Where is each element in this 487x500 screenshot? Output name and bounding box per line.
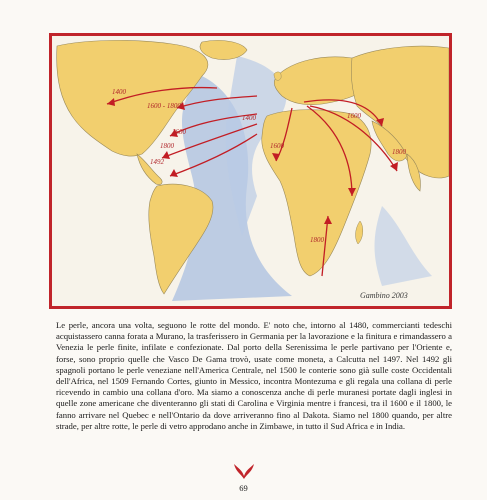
map-year-label: 1400 — [242, 114, 256, 122]
map-year-label: 1600 - 1800 — [147, 102, 181, 110]
map-year-label: 1800 — [160, 142, 174, 150]
map-year-label: 1600 — [172, 128, 186, 136]
decorative-ornament-icon — [233, 462, 255, 480]
body-paragraph: Le perle, ancora una volta, seguono le rotte del mondo. E' noto che, intorno al 1480, commercianti tedeschi acquistassero canna forata a Murano, la trasferissero in Germania per la lavorazione e la finitura e rimandassero a Venezia le perle finite, infilate e confezionate. Dal porto della Serenissima le perle partivano per l'Oriente e, forse, sono proprio quelle che Vasco De Gama trovò, usate come moneta, a Calcutta nel 1497. Nel 1492 gli spagnoli portano le perle veneziane nell'America Centrale, nel 1500 le conterie sono già sulle coste Occidentali dell'Africa, nel 1509 Fernando Cortes, giunto in Messico, incontra Montezuma e gli regala una collana di perle ricevendo in cambio una collana d'oro. Ma siamo a conoscenza anche di perle muranesi portate dagli inglesi in quelle zone americane che diventeranno gli stati di Carolina e Virginia mentre i francesi, tra il 1600 e il 1800, le fanno arrivare nel Quebec e nell'Ontario da dove arriveranno fino al Dakota. Siamo nel 1800 quando, per altre strade, per altre rotte, le perle di vetro approdano anche in Zimbawe, in tutto il Sud Africa e in India. — [56, 320, 452, 431]
map-illustration — [49, 33, 452, 309]
map-year-label: 1800 — [310, 236, 324, 244]
british-isles — [274, 72, 281, 80]
artist-signature: Gambino 2003 — [360, 291, 408, 300]
map-year-label: 1600 — [270, 142, 284, 150]
map-year-label: 1800 — [392, 148, 406, 156]
page-number: 69 — [239, 483, 248, 493]
ornament-right-wing — [244, 464, 254, 479]
map-year-label: 1400 — [112, 88, 126, 96]
ornament-left-wing — [234, 464, 244, 479]
world-map-drawing — [52, 36, 449, 306]
map-year-label: 1492 — [150, 158, 164, 166]
map-year-label: 1600 — [347, 112, 361, 120]
